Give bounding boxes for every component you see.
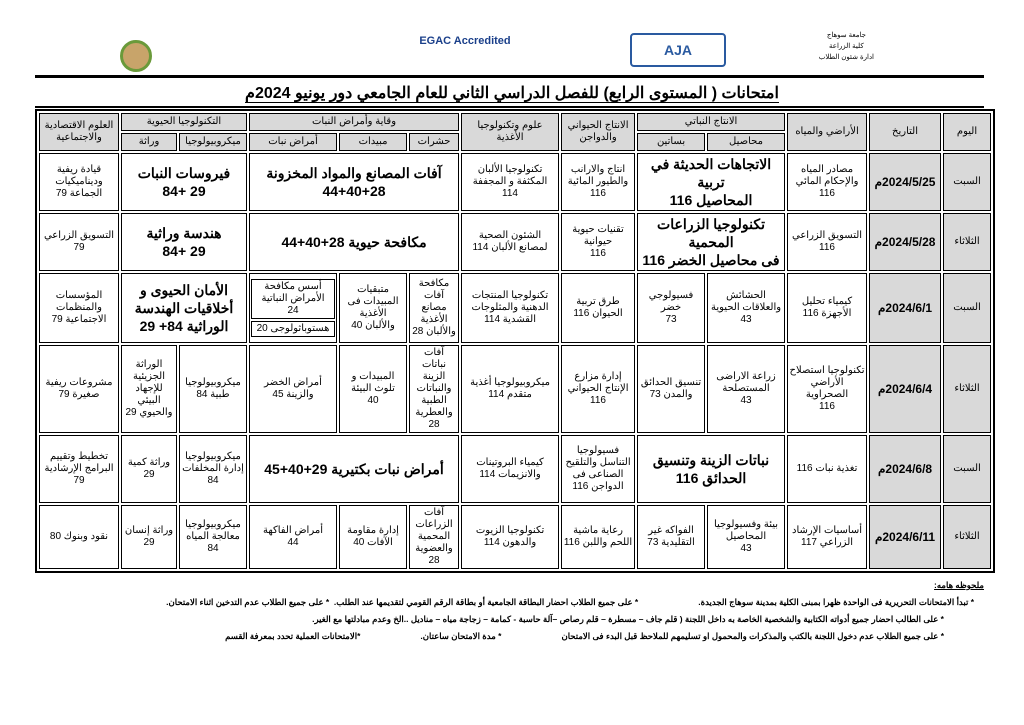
header-biotech: التكنولوجيا الحيوية [121, 113, 247, 131]
schedule-row [39, 345, 991, 433]
exam-cell: مصادر المياه والإحكام المائي 116 [787, 153, 867, 211]
exam-cell: ميكروبيولوجيا إدارة المخلفات 84 [179, 435, 247, 503]
exam-cell: قيادة ريفية وديناميكيات الجماعة 79 [39, 153, 119, 211]
exam-cell: تكنولوجيا الزيوت والدهون 114 [461, 505, 559, 569]
exam-cell: فسيولوجي خضر 73 [637, 273, 705, 343]
header-crops: محاصيل [707, 133, 785, 151]
aja-logo: AJA [630, 33, 726, 67]
exam-cell: أمراض نبات بكتيرية 29+40+45 [249, 435, 459, 503]
exam-cell: ميكروبيولوجيا طبية 84 [179, 345, 247, 433]
university-header [819, 30, 874, 63]
schedule-row [39, 435, 991, 503]
exam-cell: كيمياء البروتينات والانزيمات 114 [461, 435, 559, 503]
exam-cell: أمراض الفاكهة 44 [249, 505, 337, 569]
note: * مدة الامتحان ساعتان. [420, 631, 502, 641]
day-cell: السبت [943, 273, 991, 343]
header-plant-production: الانتاج النباتي [637, 113, 785, 131]
header-food: علوم وتكنولوجيا الأغذية [461, 113, 559, 151]
exam-cell: مكافحة آفات مصانع الأغذية والألبان 28 [409, 273, 459, 343]
exam-cell: التسويق الزراعي 79 [39, 213, 119, 271]
department-name: ادارة شئون الطلاب [818, 54, 874, 61]
exam-cell: نباتات الزينة وتنسيق الحدائق 116 [637, 435, 785, 503]
header-date: التاريخ [869, 113, 941, 151]
header-day: اليوم [943, 113, 991, 151]
exam-cell: إدارة مزارع الإنتاج الحيواني 116 [561, 345, 635, 433]
exam-cell: الشئون الصحية لمصانع الألبان 114 [461, 213, 559, 271]
exam-cell: مشروعات ريفية صغيرة 79 [39, 345, 119, 433]
header-pesticides: مبيدات [339, 133, 407, 151]
exam-cell: كيمياء تحليل الأجهزة 116 [787, 273, 867, 343]
university-name: جامعة سوهاج [826, 32, 866, 39]
note: * على جميع الطلاب عدم التدخين اثناء الامتحان. [166, 597, 330, 607]
page-title: امتحانات ( المستوى الرابع) للفصل الدراسي الثاني للعام الجامعي دور يونيو 2024م [245, 85, 779, 102]
egac-logo: EGAC Accredited [419, 35, 511, 47]
exam-cell: أمراض الخضر والزينة 45 [249, 345, 337, 433]
exam-cell: بيئة وفسيولوجيا المحاصيل 43 [707, 505, 785, 569]
exam-cell: الأمان الحيوى و أخلاقيات الهندسة الوراثية 84+ 29 [121, 273, 247, 343]
date-cell: 2024/6/1م [869, 273, 941, 343]
exam-cell: تكنولوجيا استصلاح الأراضي الصحراوية 116 [787, 345, 867, 433]
exam-cell: الحشائش والعلاقات الحيوية 43 [707, 273, 785, 343]
notes-section [100, 577, 984, 645]
note: * تبدأ الامتحانات التحريرية فى الواحدة ظهرا بمبنى الكلية بمدينة سوهاج الجديدة. [698, 597, 974, 607]
exam-cell: تكنولوجيا المنتجات الدهنية والمثلوجات القشدية 114 [461, 273, 559, 343]
note: * على جميع الطلاب عدم دخول اللجنة بالكتب والمذكرات والمحمول او تسليمهم للملاحظ قبل البدء فى الامتحان [561, 631, 944, 641]
header-horticulture: بساتين [637, 133, 705, 151]
exam-cell: وراثة كمية 29 [121, 435, 177, 503]
exam-cell: ميكروبيولوجيا أغذية متقدم 114 [461, 345, 559, 433]
date-cell: 2024/6/11م [869, 505, 941, 569]
schedule-row [39, 505, 991, 569]
exam-cell: الاتجاهات الحديثة في تربية المحاصيل 116 [637, 153, 785, 211]
header-pathology: أمراض نبات [249, 133, 337, 151]
day-cell: الثلاثاء [943, 213, 991, 271]
exam-cell: التسويق الزراعي 116 [787, 213, 867, 271]
day-cell: الثلاثاء [943, 505, 991, 569]
split-exam-cell [249, 273, 337, 343]
exam-cell: نقود وبنوك 80 [39, 505, 119, 569]
date-cell: 2024/5/25م [869, 153, 941, 211]
day-cell: السبت [943, 435, 991, 503]
header-genetics: وراثة [121, 133, 177, 151]
exam-cell: آفات نباتات الزينة والنباتات الطبية والعطرية 28 [409, 345, 459, 433]
date-cell: 2024/6/8م [869, 435, 941, 503]
exam-cell: الفواكه غير التقليدية 73 [637, 505, 705, 569]
header-microbiology: ميكروبيولوجيا [179, 133, 247, 151]
header-animal: الانتاج الحيواني والدواجن [561, 113, 635, 151]
header-soil: الأراضي والمياه [787, 113, 867, 151]
header-divider [35, 75, 984, 78]
exam-cell: آفات الزراعات المحمية والعضوية 28 [409, 505, 459, 569]
exam-cell: أسس مكافحة الأمراض النباتية 24 [251, 279, 335, 319]
day-cell: الثلاثاء [943, 345, 991, 433]
exam-cell: انتاج والارانب والطيور المائية 116 [561, 153, 635, 211]
university-seal-logo [120, 40, 152, 72]
schedule-row [39, 153, 991, 211]
exam-cell: وراثة إنسان 29 [121, 505, 177, 569]
header-row [39, 113, 991, 131]
exam-schedule-table [35, 109, 995, 573]
exam-cell: تغذية نبات 116 [787, 435, 867, 503]
exam-cell: المبيدات و تلوث البيئة 40 [339, 345, 407, 433]
faculty-name: كلية الزراعة [829, 43, 864, 50]
exam-cell: هستوباثولوجى 20 [251, 321, 335, 337]
note: * على جميع الطلاب احضار البطاقة الجامعية أو بطاقة الرقم القومي لتقديمها عند الطلب. [333, 597, 639, 607]
exam-cell: إدارة مقاومة الآفات 40 [339, 505, 407, 569]
header-plant-protection: وقاية وأمراض النبات [249, 113, 459, 131]
header-insects: حشرات [409, 133, 459, 151]
schedule-row [39, 213, 991, 271]
note: * على الطالب احضار جميع أدواته الكتابية والشخصية الخاصة به داخل اللجنة ( قلم جاف – مسطرة – قلم رصاص –آلة حاسبة - كمامة – زجاجة مياه – مناديل ..الخ وعدم مبادلتها مع الغير. [312, 614, 944, 624]
exam-cell: تخطيط وتقييم البرامج الإرشادية 79 [39, 435, 119, 503]
exam-cell: مكافحة حيوية 28+40+44 [249, 213, 459, 271]
exam-cell: تقنيات حيوية حيوانية 116 [561, 213, 635, 271]
title-divider [35, 106, 984, 108]
exam-cell: هندسة وراثية 29 +84 [121, 213, 247, 271]
day-cell: السبت [943, 153, 991, 211]
exam-cell: تنسيق الحدائق والمدن 73 [637, 345, 705, 433]
exam-cell: آفات المصانع والمواد المخزونة 44+40+28 [249, 153, 459, 211]
exam-cell: رعاية ماشية اللحم واللبن 116 [561, 505, 635, 569]
exam-cell: المؤسسات والمنظمات الاجتماعية 79 [39, 273, 119, 343]
exam-cell: ميكروبيولوجيا معالجة المياه 84 [179, 505, 247, 569]
date-cell: 2024/5/28م [869, 213, 941, 271]
exam-cell: متبقيات المبيدات فى الأغذية والألبان 40 [339, 273, 407, 343]
content-flow [35, 109, 987, 645]
notes-heading: ملحوظه هامه: [934, 580, 984, 590]
exam-cell: طرق تربية الحيوان 116 [561, 273, 635, 343]
exam-cell: فيروسات النبات 29 +84 [121, 153, 247, 211]
date-cell: 2024/6/4م [869, 345, 941, 433]
header-econ: العلوم الاقتصادية والاجتماعية [39, 113, 119, 151]
schedule-row [39, 273, 991, 343]
exam-cell: تكنولوجيا الألبان المكثفة و المجففة 114 [461, 153, 559, 211]
exam-cell: زراعة الاراضى المستصلحة 43 [707, 345, 785, 433]
exam-cell: فسيولوجيا التناسل والتلقيح الصناعى فى الدواجن 116 [561, 435, 635, 503]
exam-cell: تكنولوجيا الزراعات المحمية فى محاصيل الخضر 116 [637, 213, 785, 271]
exam-cell: الوراثة الجزيئية للإجهاد البيئي والحيوي 29 [121, 345, 177, 433]
note: *الامتحانات العملية تحدد بمعرفة القسم [225, 631, 361, 641]
exam-cell: أساسيات الإرشاد الزراعي 117 [787, 505, 867, 569]
